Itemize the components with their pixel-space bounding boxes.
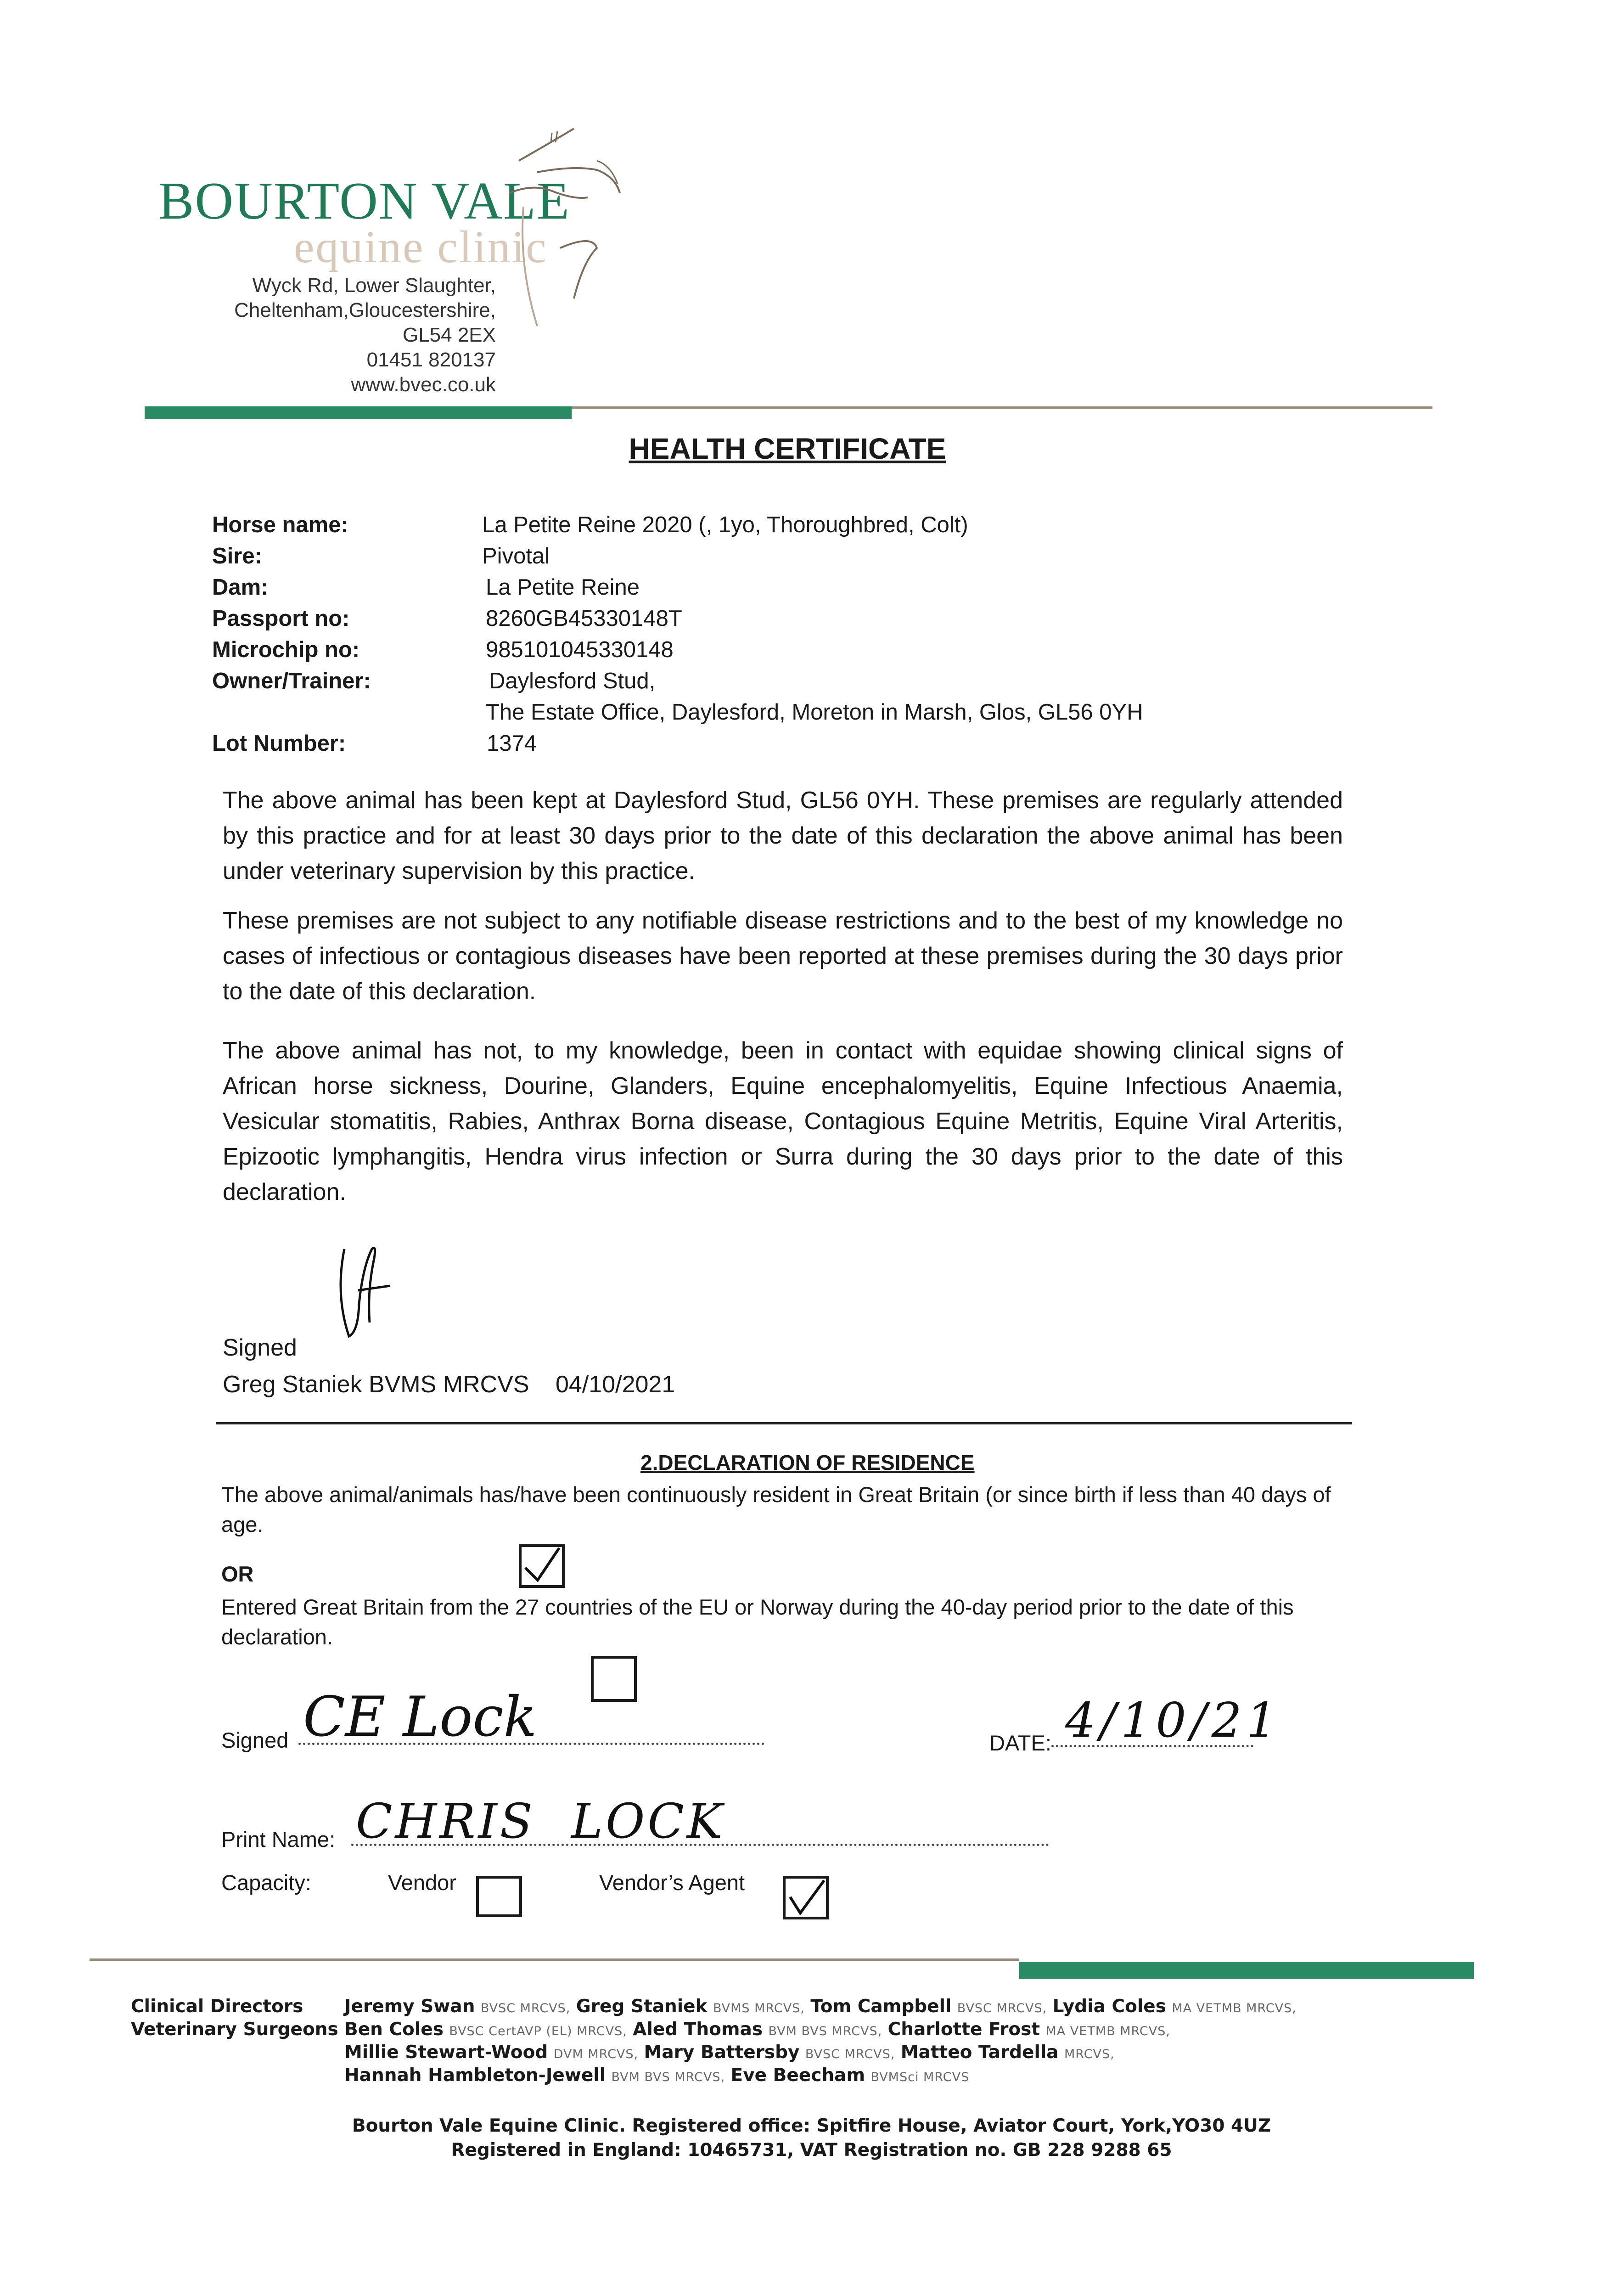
- staff-line: [344, 1995, 1297, 2020]
- vet-surgeons-label: Veterinary Surgeons: [131, 2019, 338, 2040]
- address-line: GL54 2EX: [402, 324, 496, 346]
- horse-logo-icon: [482, 115, 629, 372]
- staff-quals: BVSC MRCVS,: [805, 2047, 895, 2061]
- owner-address-value: The Estate Office, Daylesford, Moreton in Marsh, Glos, GL56 0YH: [486, 700, 1143, 725]
- detail-label: Lot Number:: [212, 731, 346, 756]
- staff-name: Lydia Coles: [1052, 1996, 1166, 2017]
- staff-name: Matteo Tardella: [900, 2042, 1059, 2063]
- staff-line: [344, 2018, 1170, 2043]
- staff-quals: BVSC CertAVP (EL) MRCVS,: [449, 2024, 627, 2038]
- staff-quals: MA VETMB MRCVS,: [1172, 2001, 1297, 2015]
- detail-label: Sire:: [212, 544, 262, 568]
- company-registration: Registered in England: 10465731, VAT Registration no. GB 228 9288 65: [451, 2140, 1172, 2161]
- sire-value: Pivotal: [482, 544, 550, 568]
- phone-number: 01451 820137: [366, 349, 496, 371]
- detail-label: Owner/Trainer:: [212, 669, 371, 693]
- declaration-option-resident: The above animal/animals has/have been continuously resident in Great Britain (or since birth if less than 40 days of age.: [221, 1482, 1331, 1536]
- staff-quals: BVSC MRCVS,: [480, 2001, 571, 2015]
- staff-quals: MA VETMB MRCVS,: [1045, 2024, 1170, 2038]
- staff-name: Ben Coles: [344, 2019, 444, 2040]
- vet-signature-image: [331, 1240, 404, 1345]
- detail-label: Horse name:: [212, 512, 348, 537]
- staff-name: Jeremy Swan: [344, 1996, 475, 2017]
- dam-value: La Petite Reine: [486, 575, 640, 600]
- date-label: DATE:: [989, 1731, 1051, 1755]
- vet-name: Greg Staniek BVMS MRCVS: [223, 1371, 529, 1398]
- vet-signed-label: Signed: [223, 1334, 297, 1361]
- paragraph-no-restrictions: These premises are not subject to any notifiable disease restrictions and to the best of my knowledge no cases of infectious or contagious diseases have been reported at these premises during the 30 days prior to the date of this declaration.: [223, 907, 1343, 1005]
- capacity-label: Capacity:: [221, 1870, 311, 1895]
- print-name-value: CHRIS LOCK: [356, 1793, 725, 1849]
- detail-label: Microchip no:: [212, 637, 360, 662]
- footer-divider: [90, 1958, 1019, 1961]
- staff-quals: BVMS MRCVS,: [713, 2001, 805, 2015]
- header-divider: [572, 406, 1432, 409]
- detail-label: Dam:: [212, 575, 269, 600]
- website: www.bvec.co.uk: [351, 373, 496, 396]
- document-title: HEALTH CERTIFICATE: [629, 432, 946, 465]
- or-label: OR: [221, 1562, 254, 1586]
- owner-value: Daylesford Stud,: [489, 669, 656, 693]
- paragraph-no-contact: The above animal has not, to my knowledge, been in contact with equidae showing clinical signs of African horse sickness, Dourine, Glanders, Equine encephalomyelitis, Equine Infectious Anaemia, Vesicular stomatitis, Rabies, Anthrax Borna disease, Contagious Equine Metritis, Equine Viral Arteritis, Epizootic lymphangitis, Hendra virus infection or Surra during the 30 days prior to the date of this declaration.: [223, 1037, 1343, 1205]
- footer-divider-green: [1019, 1962, 1474, 1979]
- checkmark-icon: [522, 1547, 562, 1585]
- vet-signature-date: 04/10/2021: [556, 1371, 675, 1398]
- clinic-address: [138, 273, 496, 397]
- section-divider: [216, 1422, 1352, 1424]
- staff-line: [344, 2041, 1115, 2066]
- vendor-label: Vendor: [388, 1870, 456, 1895]
- staff-name: Charlotte Frost: [887, 2019, 1040, 2040]
- staff-name: Mary Battersby: [644, 2042, 800, 2063]
- entered-checkbox[interactable]: [591, 1656, 637, 1702]
- staff-line: [344, 2064, 969, 2089]
- passport-value: 8260GB45330148T: [486, 606, 682, 631]
- microchip-value: 985101045330148: [486, 637, 674, 662]
- vendor-checkbox[interactable]: [476, 1876, 522, 1917]
- clinic-logo-name: BOURTON VALE: [158, 172, 570, 231]
- staff-quals: DVM MRCVS,: [553, 2047, 639, 2061]
- staff-quals: BVSC MRCVS,: [957, 2001, 1047, 2015]
- checkmark-icon: [786, 1879, 826, 1917]
- lot-number-value: 1374: [487, 731, 537, 756]
- staff-quals: BVM BVS MRCVS,: [768, 2024, 882, 2038]
- staff-quals: MRCVS,: [1064, 2047, 1115, 2061]
- staff-name: Eve Beecham: [730, 2065, 865, 2086]
- declaration-heading: 2.DECLARATION OF RESIDENCE: [640, 1451, 975, 1474]
- declaration-signature: CE Lock: [303, 1685, 537, 1749]
- resident-checkbox[interactable]: [519, 1544, 565, 1588]
- print-name-label: Print Name:: [221, 1827, 336, 1851]
- staff-name: Greg Staniek: [576, 1996, 708, 2017]
- declaration-signed-label: Signed: [221, 1728, 289, 1752]
- declaration-option-entered: Entered Great Britain from the 27 countries of the EU or Norway during the 40-day period prior to the date of this declaration.: [221, 1595, 1294, 1649]
- declaration-date: 4/10/21: [1065, 1692, 1281, 1748]
- header-divider-green: [145, 406, 572, 419]
- horse-name-value: La Petite Reine 2020 (, 1yo, Thoroughbred, Colt): [482, 512, 968, 537]
- vendor-agent-checkbox[interactable]: [783, 1876, 829, 1919]
- staff-name: Millie Stewart-Wood: [344, 2042, 548, 2063]
- staff-quals: BVMSci MRCVS: [870, 2070, 970, 2084]
- staff-name: Aled Thomas: [633, 2019, 763, 2040]
- staff-quals: BVM BVS MRCVS,: [611, 2070, 725, 2084]
- paragraph-residence: The above animal has been kept at Daylesford Stud, GL56 0YH. These premises are regularly attended by this practice and for at least 30 days prior to the date of this declaration the above animal has been under veterinary supervision by this practice.: [223, 787, 1343, 884]
- staff-name: Hannah Hambleton-Jewell: [344, 2065, 606, 2086]
- address-line: Wyck Rd, Lower Slaughter,: [252, 274, 496, 297]
- vendor-agent-label: Vendor’s Agent: [599, 1870, 745, 1895]
- registered-office: Bourton Vale Equine Clinic. Registered office: Spitfire House, Aviator Court, York,YO30 4UZ: [352, 2116, 1271, 2136]
- address-line: Cheltenham,Gloucestershire,: [234, 299, 496, 321]
- detail-label: Passport no:: [212, 606, 350, 631]
- clinical-directors-label: Clinical Directors: [131, 1996, 303, 2017]
- staff-name: Tom Campbell: [810, 1996, 952, 2017]
- clinic-logo-subtitle: equine clinic: [294, 221, 548, 272]
